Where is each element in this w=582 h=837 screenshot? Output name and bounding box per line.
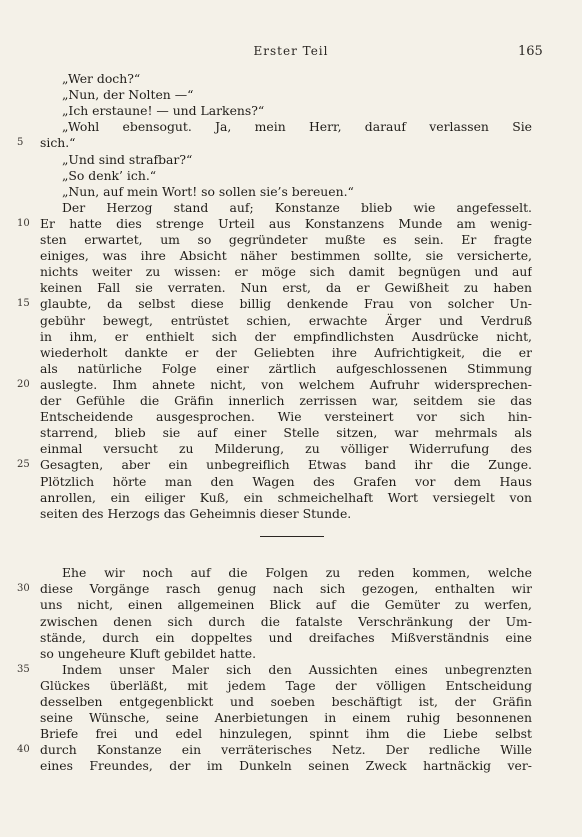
text-line: Entscheidende ausgesprochen. Wie versteinert vor sich hin- <box>40 409 532 425</box>
text-line: Ehe wir noch auf die Folgen zu reden kommen, welche <box>62 565 532 581</box>
text-line: uns nicht, einen allgemeinen Blick auf die Gemüter zu werfen, <box>40 597 532 613</box>
running-head: Erster Teil <box>253 44 329 58</box>
text-line: Briefe frei und edel hinzulegen, spinnt ihm die Liebe selbst <box>40 726 532 742</box>
text-line: Glückes überläßt, mit jedem Tage der völligen Entscheidung <box>40 677 532 693</box>
text-line: eines Freundes, der im Dunkeln seinen Zweck hartnäckig ver- <box>40 758 532 774</box>
text-line: so ungeheure Kluft gebildet hatte. <box>40 645 257 661</box>
text-line: glaubte, da selbst diese billig denkende Frau von solcher Un- <box>40 296 532 312</box>
text-line: in ihm, er enthielt sich der empfindlichsten Ausdrücke nicht, <box>40 328 532 344</box>
text-line: Plötzlich hörte man den Wagen des Grafen vor dem Haus <box>40 473 532 489</box>
text-line: „Nun, der Nolten —“ <box>62 87 194 103</box>
text-line: „Nun, auf mein Wort! so sollen sie’s bereuen.“ <box>62 183 354 199</box>
section-divider <box>260 536 324 537</box>
text-line: gebühr bewegt, entrüstet schien, erwachte Ärger und Verdruß <box>40 312 532 328</box>
text-line: stände, durch ein doppeltes und dreifaches Mißverständnis eine <box>40 629 532 645</box>
text-line: „Wer doch?“ <box>62 71 141 86</box>
text-line: „Ich erstaune! — und Larkens?“ <box>62 103 265 119</box>
line-number: 25 <box>17 459 30 471</box>
text-line: Indem unser Maler sich den Aussichten eines unbegrenzten <box>62 661 532 677</box>
text-line: „Wohl ebensogut. Ja, mein Herr, darauf verlassen Sie <box>62 119 532 135</box>
text-line: einmal versucht zu Milderung, zu völliger Widerrufung des <box>40 441 532 457</box>
text-line: Der Herzog stand auf; Konstanze blieb wie angefesselt. <box>62 199 532 215</box>
page-number: 165 <box>518 44 543 59</box>
line-number: 30 <box>17 583 30 595</box>
text-line: der Gefühle die Gräfin innerlich zerrissen war, seitdem sie das <box>40 393 532 408</box>
text-line: seiten des Herzogs das Geheimnis dieser Stunde. <box>40 505 352 521</box>
line-number: 10 <box>17 217 30 229</box>
text-line: seine Wünsche, seine Anerbietungen in einem ruhig besonnenen <box>40 710 532 726</box>
text-line: starrend, blieb sie auf einer Stelle sitzen, war mehrmals als <box>40 425 532 441</box>
text-line: Er hatte dies strenge Urteil aus Konstanzens Munde am wenig- <box>40 215 532 231</box>
line-number: 40 <box>17 744 30 756</box>
text-line: zwischen denen sich durch die fatalste Verschränkung der Um- <box>40 613 532 629</box>
line-number: 5 <box>17 137 24 149</box>
text-line: sten erwartet, um so gegründeter mußte es sein. Er fragte <box>40 232 532 247</box>
line-number: 20 <box>17 378 30 390</box>
text-line: nichts weiter zu wissen: er möge sich damit begnügen und auf <box>40 264 532 280</box>
text-line: Gesagten, aber ein unbegreiflich Etwas band ihr die Zunge. <box>40 457 532 473</box>
text-line: „Und sind strafbar?“ <box>62 151 193 167</box>
page-header <box>0 44 582 64</box>
text-line: als natürliche Folge einer zärtlich aufgeschlossenen Stimmung <box>40 360 532 376</box>
text-line: sich.“ <box>40 135 76 151</box>
text-line: anrollen, ein eiliger Kuß, ein schmeichelhaft Wort versiegelt von <box>40 489 532 505</box>
text-line: desselben entgegenblickt und soeben beschäftigt ist, der Gräfin <box>40 694 532 710</box>
text-line: durch Konstanze ein verräterisches Netz. Der redliche Wille <box>40 742 532 758</box>
text-line: diese Vorgänge rasch genug nach sich gezogen, enthalten wir <box>40 581 532 597</box>
line-number: 15 <box>17 298 30 310</box>
text-line: wiederholt dankte er der Geliebten ihre Aufrichtigkeit, die er <box>40 344 532 360</box>
text-line: einiges, was ihre Absicht näher bestimmen sollte, sie versicherte, <box>40 248 532 264</box>
text-line: keinen Fall sie verraten. Nun erst, da er Gewißheit zu haben <box>40 280 532 296</box>
text-line: auslegte. Ihm ahnete nicht, von welchem Aufruhr widersprechen- <box>40 376 532 392</box>
line-number: 35 <box>17 663 30 675</box>
text-line: „So denk’ ich.“ <box>62 167 157 183</box>
